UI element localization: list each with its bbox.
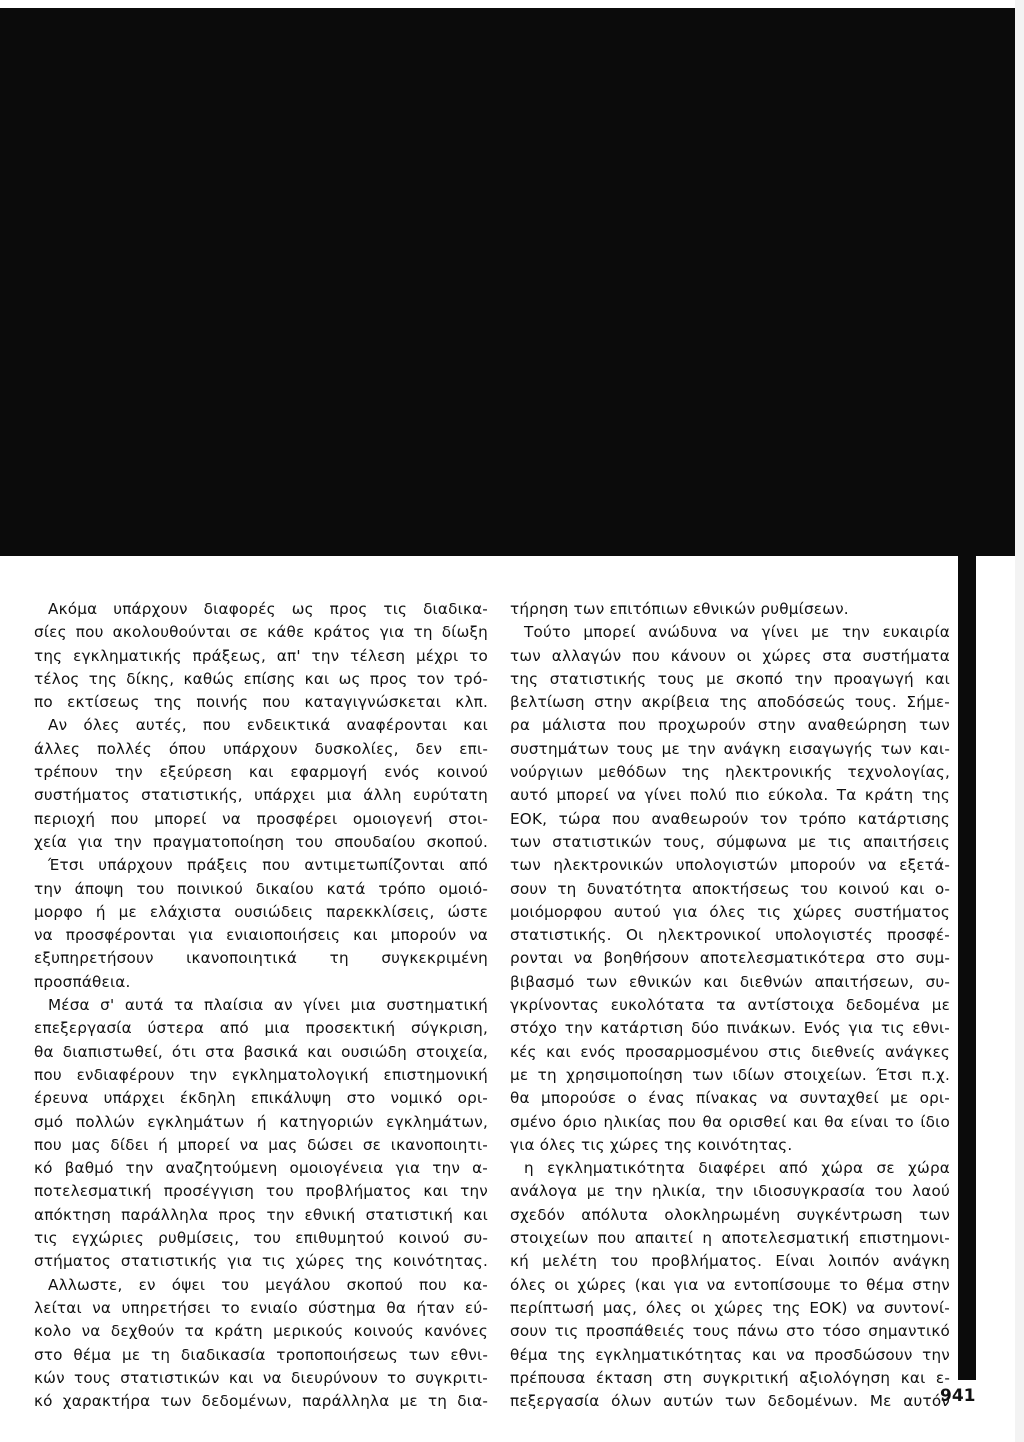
text-line: της στατιστικής τους με σκοπό την προαγωγή και (510, 669, 950, 688)
text-line: συστημάτων τους με την ανάγκη εισαγωγής των και- (510, 739, 950, 758)
text-line: που ενδιαφέρουν την εγκληματολογική επιστημονική (34, 1065, 488, 1084)
text-line: για όλες τις χώρες της κοινότητας. (510, 1135, 793, 1154)
text-line: την άποψη του ποινικού δικαίου κατά τρόπο ομοιό- (34, 879, 488, 898)
text-line: γκρίνοντας ευκολότατα τα αντίστοιχα δεδομένα με (510, 996, 950, 1015)
text-line: σουν τις προσπάθειές τους πάνω στο τόσο σημαντικό (510, 1322, 950, 1341)
text-line: ρα μάλιστα που προχωρούν στην αναθεώρηση των (510, 716, 950, 735)
text-line: μορφο ή με ελάχιστα ουσιώδεις παρεκκλίσεις, ώστε (34, 902, 488, 921)
text-line: Μέσα σ' αυτά τα πλαίσια αν γίνει μια συστηματική (48, 996, 488, 1015)
text-line: σμένο όριο ηλικίας που θα ορισθεί και θα είναι το ίδιο (510, 1112, 950, 1131)
text-line: Ακόμα υπάρχουν διαφορές ως προς τις διαδικα- (48, 600, 488, 618)
text-line: κό χαρακτήρα των δεδομένων, παράλληλα με τη δια- (34, 1392, 488, 1411)
text-line: επεξεργασία ύστερα από μια προσεκτική σύγκριση, (34, 1019, 488, 1038)
text-line: με τη χρησιμοποίηση των ιδίων στοιχείων. Έτσι π.χ. (510, 1065, 950, 1084)
page-number: 941 (940, 1386, 976, 1406)
left-text-column (34, 598, 488, 1413)
text-line: μοιόμορφου αυτού για όλες τις χώρες συστήματος (510, 902, 950, 921)
text-line: στήματος στατιστικής για τις χώρες της κοινότητας. (34, 1252, 488, 1271)
text-line: κό βαθμό την αναζητούμενη ομοιογένεια για την α- (34, 1159, 488, 1178)
text-line: στο θέμα με τη διαδικασία τροποποιήσεως των εθνι- (34, 1345, 488, 1364)
text-line: των στατιστικών τους, σύμφωνα με τις απαιτήσεις (510, 832, 950, 851)
text-line: σουν τη δυνατότητα αποκτήσεως του κοινού και ο- (510, 879, 950, 898)
text-line: των αλλαγών που κάνουν οι χώρες στα συστήματα (510, 646, 950, 665)
text-line: θα διαπιστωθεί, ότι στα βασικά και ουσιώδη στοιχεία, (34, 1042, 488, 1061)
text-line: κές και ενός προσαρμοσμένου στις διεθνείς ανάγκες (510, 1042, 950, 1061)
text-line: να προσφέρονται για ενιαιοποιήσεις και μπορούν να (34, 926, 488, 945)
text-line: λείται να υπηρετήσει το ενιαίο σύστημα θα ήταν εύ- (34, 1298, 488, 1317)
text-line: περιοχή που μπορεί να προσφέρει ομοιογενή στοι- (34, 809, 488, 828)
text-line: κών τους στατιστικών και να διευρύνουν το συγκριτι- (34, 1368, 488, 1387)
text-line: σίες που ακολουθούνται σε κάθε κράτος για τη δίωξη (34, 623, 488, 642)
text-line: πρέπουσα έκταση στη συγκριτική αξιολόγηση και ε- (510, 1368, 950, 1387)
text-line: η εγκληματικότητα διαφέρει από χώρα σε χώρα (524, 1159, 950, 1178)
text-line: Αν όλες αυτές, που ενδεικτικά αναφέρονται και (48, 716, 488, 735)
text-line: στοιχείων που απαιτεί η αποτελεσματική επιστημονι- (510, 1229, 950, 1248)
text-line: βιβασμό των εθνικών και διεθνών απαιτήσεων, συ- (510, 972, 950, 991)
text-line: κολο να δεχθούν τα κράτη μερικούς κοινούς κανόνες (34, 1322, 488, 1341)
text-line: σμό πολλών εγκλημάτων ή κατηγοριών εγκλημάτων, (34, 1112, 488, 1131)
text-line: που μας δίδει ή μπορεί να μας δώσει σε ικανοποιητι- (34, 1135, 488, 1154)
page-edge (1015, 0, 1024, 1442)
text-line: νούργιων μεθόδων της ηλεκτρονικής τεχνολογίας, (510, 763, 950, 782)
text-line: θα μπορούσε ο ένας πίνακας να συνταχθεί με ορι- (510, 1089, 950, 1108)
text-line: ρονται να βοηθήσουν αποτελεσματικότερα στο συμ- (510, 949, 950, 968)
text-line: των ηλεκτρονικών υπολογιστών μπορούν να εξετά- (510, 856, 950, 875)
text-line: θέμα της εγκληματικότητας και να προσδώσουν την (510, 1345, 950, 1364)
text-line: ποτελεσματική προσέγγιση του προβλήματος και την (34, 1182, 488, 1201)
text-line: τις εγχώριες ρυθμίσεις, του επιθυμητού κοινού συ- (34, 1229, 488, 1248)
text-line: Έτσι υπάρχουν πράξεις που αντιμετωπίζονται από (48, 856, 488, 875)
text-line: συστήματος στατιστικής, υπάρχει μια άλλη ευρύτατη (34, 786, 488, 805)
text-line: χεία για την πραγματοποίηση του σπουδαίου σκοπού. (34, 832, 488, 851)
text-line: ανάλογα με την ηλικία, την ιδιοσυγκρασία του λαού (510, 1182, 950, 1201)
right-margin-bar (958, 60, 976, 1380)
text-line: αυτό μπορεί να γίνει πολύ πιο εύκολα. Τα κράτη της (510, 786, 950, 805)
text-line: τρέπουν την εξεύρεση και εφαρμογή ενός κοινού (34, 763, 488, 782)
text-line: έρευνα υπάρχει έκδηλη επικάλυψη στο νομικό ορι- (34, 1089, 488, 1108)
text-line: πεξεργασία όλων αυτών των δεδομένων. Με αυτόν (510, 1392, 950, 1411)
text-line: Τούτο μπορεί ανώδυνα να γίνει με την ευκαιρία (524, 623, 950, 642)
text-line: όλες οι χώρες (και για να εντοπίσουμε το θέμα στην (510, 1275, 950, 1294)
text-line: τέλος της δίκης, καθώς επίσης και ως προς τον τρό- (34, 669, 488, 688)
black-image-area (0, 8, 1015, 556)
text-line: στόχο την κατάρτιση δύο πινάκων. Ενός για τις εθνι- (510, 1019, 950, 1038)
text-line: τήρηση των επιτόπιων εθνικών ρυθμίσεων. (510, 600, 849, 618)
text-line: πο εκτίσεως της ποινής που καταγιγνώσκεται κλπ. (34, 693, 488, 712)
text-line: της εγκληματικής πράξεως, απ' την τέλεση μέχρι το (34, 646, 488, 665)
right-text-column (510, 598, 950, 1413)
text-line: βελτίωση στην ακρίβεια της αποδόσεώς τους. Σήμε- (510, 693, 950, 712)
text-line: απόκτηση παράλληλα προς την εθνική στατιστική και (34, 1205, 488, 1224)
text-line: εξυπηρετήσουν ικανοποιητικά τη συγκεκριμένη (34, 949, 488, 968)
text-line: άλλες πολλές όπου υπάρχουν δυσκολίες, δεν επι- (34, 739, 488, 758)
text-line: ΕΟΚ, τώρα που αναθεωρούν τον τρόπο κατάρτισης (510, 809, 950, 828)
text-line: σχεδόν απόλυτα ολοκληρωμένη συγκέντρωση των (510, 1205, 950, 1224)
text-line: στατιστικής. Οι ηλεκτρονικοί υπολογιστές προσφέ- (510, 926, 950, 945)
text-line: προσπάθεια. (34, 972, 131, 991)
text-line: κή μελέτη του προβλήματος. Είναι λοιπόν ανάγκη (510, 1252, 950, 1271)
text-line: Αλλωστε, εν όψει του μεγάλου σκοπού που κα- (48, 1275, 488, 1294)
text-line: περίπτωσή μας, όλες οι χώρες της ΕΟΚ) να συντονί- (510, 1298, 950, 1317)
